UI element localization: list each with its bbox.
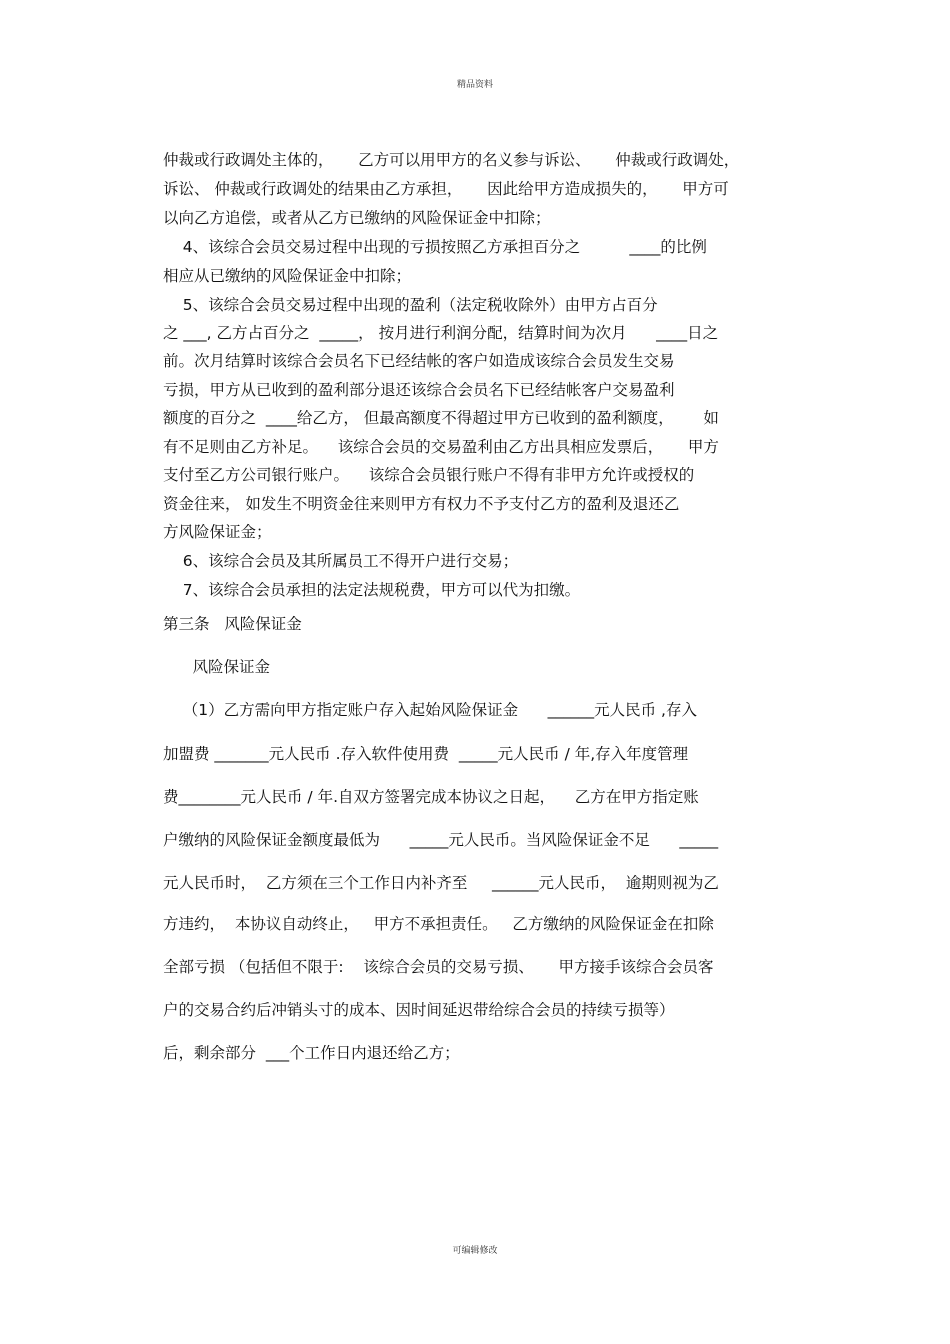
text-line: 前。次月结算时该综合会员名下已经结帐的客户如造成该综合会员发生交易: [163, 352, 675, 370]
text-line: （1）乙方需向甲方指定账户存入起始风险保证金 ______元人民币 ,存入: [163, 701, 697, 719]
text-line: 资金往来， 如发生不明资金往来则甲方有权力不予支付乙方的盈利及退还乙: [163, 495, 680, 513]
text-line: 支付至乙方公司银行账户。 该综合会员银行账户不得有非甲方允许或授权的: [163, 466, 695, 484]
page-footer: 可编辑修改: [452, 1246, 498, 1256]
text-line: 6、该综合会员及其所属员工不得开户进行交易；: [163, 552, 519, 570]
text-line: 有不足则由乙方补足。 该综合会员的交易盈利由乙方出具相应发票后， 甲方: [163, 438, 719, 456]
text-line: 7、该综合会员承担的法定法规税费，甲方可以代为扣缴。: [163, 581, 581, 599]
text-line: 费________元人民币 / 年.自双方签署完成本协议之日起， 乙方在甲方指定账: [163, 788, 699, 806]
text-line: 亏损，甲方从已收到的盈利部分退还该综合会员名下已经结帐客户交易盈利: [163, 381, 675, 399]
text-line: 诉讼、 仲裁或行政调处的结果由乙方承担， 因此给甲方造成损失的， 甲方可: [163, 180, 729, 198]
text-line: 4、该综合会员交易过程中出现的亏损按照乙方承担百分之 ____的比例: [163, 238, 707, 256]
page-header: 精品资料: [456, 80, 493, 90]
text-line: 以向乙方追偿，或者从乙方已缴纳的风险保证金中扣除；: [163, 209, 551, 227]
text-line: 方风险保证金；: [163, 523, 272, 541]
text-line: 仲裁或行政调处主体的， 乙方可以用甲方的名义参与诉讼、 仲裁或行政调处，: [163, 151, 740, 169]
text-line: 5、该综合会员交易过程中出现的盈利（法定税收除外）由甲方占百分: [163, 296, 658, 314]
text-line: 户缴纳的风险保证金额度最低为 _____元人民币。当风险保证金不足 _____: [163, 831, 719, 849]
text-line: 之 ___, 乙方占百分之 _____， 按月进行利润分配，结算时间为次月 ____日之: [163, 324, 719, 342]
text-line: 额度的百分之 ____给乙方， 但最高额度不得超过甲方已收到的盈利额度， 如: [163, 409, 719, 427]
subsection-heading: 风险保证金: [163, 658, 271, 676]
text-line: 加盟费 _______元人民币 .存入软件使用费 _____元人民币 / 年,存入年度管理: [163, 745, 689, 763]
text-line: 户的交易合约后冲销头寸的成本、因时间延迟带给综合会员的持续亏损等）: [163, 1001, 675, 1019]
text-line: 元人民币时， 乙方须在三个工作日内补齐至 ______元人民币， 逾期则视为乙: [163, 874, 719, 892]
text-line: 全部亏损 （包括但不限于: 该综合会员的交易亏损、 甲方接手该综合会员客: [163, 958, 714, 976]
text-line: 后，剩余部分 ___个工作日内退还给乙方；: [163, 1044, 460, 1062]
text-line: 方违约， 本协议自动终止， 甲方不承担责任。 乙方缴纳的风险保证金在扣除: [163, 915, 714, 933]
text-line: 相应从已缴纳的风险保证金中扣除；: [163, 267, 412, 285]
section-heading: 第三条 风险保证金: [163, 615, 302, 633]
